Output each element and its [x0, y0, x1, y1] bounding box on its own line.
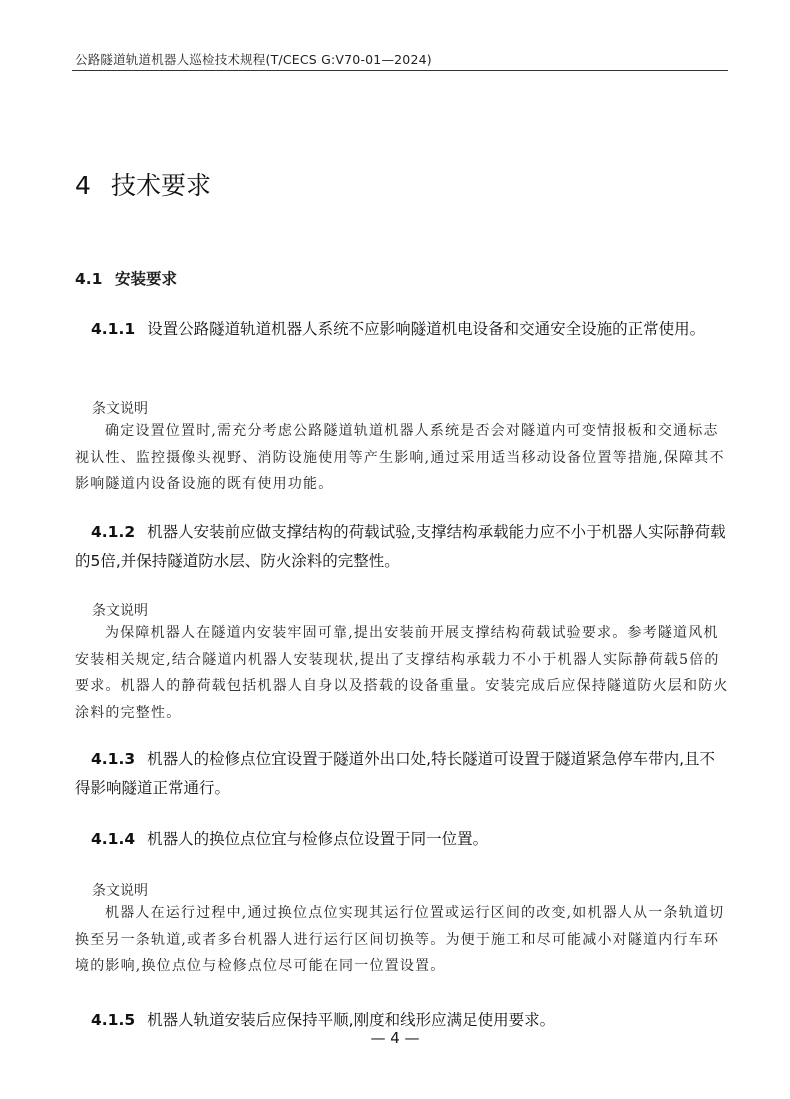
- clause-number: 4.1.3: [91, 750, 136, 768]
- page-number: — 4 —: [370, 1029, 420, 1047]
- header-rule: [72, 70, 728, 71]
- clause-4-1-3: [75, 745, 729, 803]
- clause-4-1-2: [75, 518, 729, 576]
- clause-number: 4.1.2: [91, 523, 136, 541]
- section-title-text: 安装要求: [115, 270, 178, 288]
- running-header: 公路隧道轨道机器人巡检技术规程(T/CECS G:V70-01—2024): [75, 52, 432, 67]
- clause-text: 机器人安装前应做支撑结构的荷载试验,支撑结构承载能力应不小于机器人实际静荷载的5倍,并保持隧道防水层、防火涂料的完整性。: [75, 523, 726, 570]
- chapter-number: 4: [75, 171, 91, 200]
- clause-4-1-4: [75, 825, 729, 854]
- clause-number: 4.1.1: [91, 320, 136, 338]
- clause-number: 4.1.4: [91, 830, 136, 848]
- clause-text: 机器人的换位点位宜与检修点位设置于同一位置。: [147, 830, 489, 848]
- note-body: 确定设置位置时,需充分考虑公路隧道轨道机器人系统是否会对隧道内可变情报板和交通标志视认性、监控摄像头视野、消防设施使用等产生影响,通过采用适当移动设备位置等措施,保障其不影响隧道内设备设施的既有使用功能。: [75, 423, 725, 492]
- clause-text: 机器人轨道安装后应保持平顺,刚度和线形应满足使用要求。: [147, 1011, 556, 1029]
- note-heading: 条文说明: [92, 603, 148, 619]
- note-body: 为保障机器人在隧道内安装牢固可靠,提出安装前开展支撑结构荷载试验要求。参考隧道风机安装相关规定,结合隧道内机器人安装现状,提出了支撑结构承载力不小于机器人实际静荷载5倍的要求。机器人的静荷载包括机器人自身以及搭载的设备重量。安装完成后应保持隧道防火层和防火涂料的完整性。: [75, 625, 729, 721]
- clause-text: 设置公路隧道轨道机器人系统不应影响隧道机电设备和交通安全设施的正常使用。: [147, 320, 706, 338]
- clause-text: 机器人的检修点位宜设置于隧道外出口处,特长隧道可设置于隧道紧急停车带内,且不得影响隧道正常通行。: [75, 750, 715, 797]
- section-title: [75, 267, 177, 289]
- chapter-title: [75, 166, 211, 202]
- note-heading: 条文说明: [92, 401, 148, 417]
- clause-number: 4.1.5: [91, 1011, 136, 1029]
- note-heading: 条文说明: [92, 883, 148, 899]
- chapter-title-text: 技术要求: [111, 171, 212, 200]
- clause-4-1-1: [75, 315, 729, 344]
- note-body: 机器人在运行过程中,通过换位点位实现其运行位置或运行区间的改变,如机器人从一条轨道切换至另一条轨道,或者多台机器人进行运行区间切换等。为便于施工和尽可能减小对隧道内行车环境的影响,换位点位与检修点位尽可能在同一位置设置。: [75, 905, 725, 974]
- section-number: 4.1: [75, 270, 103, 288]
